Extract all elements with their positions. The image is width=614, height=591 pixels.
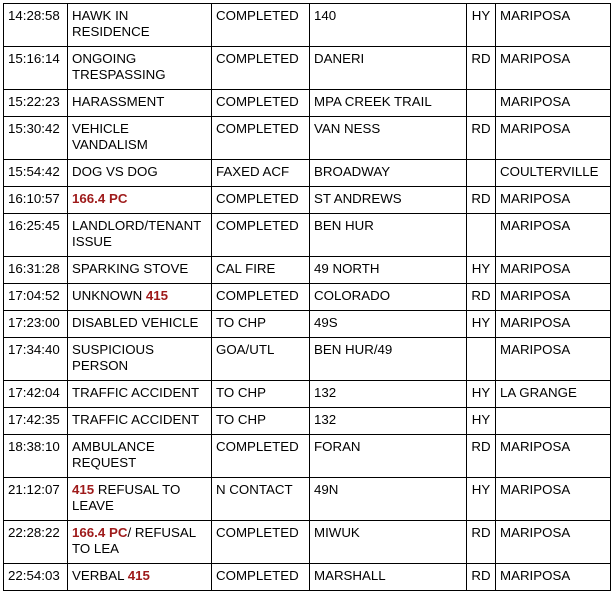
street-suffix-cell: RD — [467, 284, 496, 311]
disposition-cell: COMPLETED — [212, 4, 310, 47]
incident-text: HAWK IN RESIDENCE — [72, 8, 150, 39]
table-row — [4, 160, 611, 187]
city-cell: MARIPOSA — [496, 214, 611, 257]
incident-cell — [68, 4, 212, 47]
incident-text: LANDLORD/TENANT ISSUE — [72, 218, 202, 249]
city-cell: MARIPOSA — [496, 338, 611, 381]
street-suffix-cell: RD — [467, 435, 496, 478]
city-cell — [496, 408, 611, 435]
time-cell: 14:28:58 — [4, 4, 68, 47]
time-cell: 15:54:42 — [4, 160, 68, 187]
street-cell: COLORADO — [310, 284, 467, 311]
disposition-cell: COMPLETED — [212, 521, 310, 564]
street-cell: VAN NESS — [310, 117, 467, 160]
incident-text: ONGOING TRESPASSING — [72, 51, 166, 82]
incident-cell — [68, 381, 212, 408]
penal-code-text: 415 — [127, 568, 150, 583]
street-suffix-cell: HY — [467, 311, 496, 338]
penal-code-text: 166.4 PC — [72, 525, 128, 540]
time-cell: 15:30:42 — [4, 117, 68, 160]
time-cell: 17:23:00 — [4, 311, 68, 338]
disposition-cell: COMPLETED — [212, 90, 310, 117]
city-cell: MARIPOSA — [496, 521, 611, 564]
time-cell: 17:42:35 — [4, 408, 68, 435]
disposition-cell: CAL FIRE — [212, 257, 310, 284]
street-suffix-cell: RD — [467, 117, 496, 160]
incident-cell — [68, 117, 212, 160]
time-cell: 22:54:03 — [4, 564, 68, 591]
incident-cell — [68, 214, 212, 257]
street-cell: 49 NORTH — [310, 257, 467, 284]
city-cell: MARIPOSA — [496, 257, 611, 284]
street-cell: 132 — [310, 408, 467, 435]
table-row — [4, 117, 611, 160]
city-cell: MARIPOSA — [496, 564, 611, 591]
street-cell: 49S — [310, 311, 467, 338]
incident-cell — [68, 521, 212, 564]
city-cell: MARIPOSA — [496, 478, 611, 521]
incident-text: UNKNOWN — [72, 288, 146, 303]
disposition-cell: COMPLETED — [212, 47, 310, 90]
incident-text: SUSPICIOUS PERSON — [72, 342, 155, 373]
street-cell: MIWUK — [310, 521, 467, 564]
incident-cell — [68, 408, 212, 435]
table-row — [4, 564, 611, 591]
penal-code-text: 166.4 PC — [72, 191, 128, 206]
time-cell: 17:04:52 — [4, 284, 68, 311]
time-cell: 15:16:14 — [4, 47, 68, 90]
table-row — [4, 187, 611, 214]
street-cell: BEN HUR/49 — [310, 338, 467, 381]
street-suffix-cell — [467, 90, 496, 117]
street-suffix-cell: RD — [467, 47, 496, 90]
table-row — [4, 4, 611, 47]
incident-cell — [68, 47, 212, 90]
city-cell: MARIPOSA — [496, 4, 611, 47]
street-cell: 132 — [310, 381, 467, 408]
table-row — [4, 381, 611, 408]
street-suffix-cell: HY — [467, 381, 496, 408]
street-suffix-cell: HY — [467, 4, 496, 47]
incident-cell — [68, 90, 212, 117]
table-row — [4, 257, 611, 284]
street-cell: DANERI — [310, 47, 467, 90]
incident-text: DISABLED VEHICLE — [72, 315, 199, 330]
disposition-cell: TO CHP — [212, 381, 310, 408]
street-cell: BROADWAY — [310, 160, 467, 187]
incident-cell — [68, 284, 212, 311]
street-cell: 140 — [310, 4, 467, 47]
street-suffix-cell — [467, 338, 496, 381]
disposition-cell: N CONTACT — [212, 478, 310, 521]
street-cell: 49N — [310, 478, 467, 521]
incident-text: VEHICLE VANDALISM — [72, 121, 148, 152]
table-row — [4, 521, 611, 564]
time-cell: 17:42:04 — [4, 381, 68, 408]
street-suffix-cell: RD — [467, 521, 496, 564]
time-cell: 16:25:45 — [4, 214, 68, 257]
call-log-table — [3, 3, 611, 591]
city-cell: MARIPOSA — [496, 187, 611, 214]
street-suffix-cell: HY — [467, 408, 496, 435]
disposition-cell: COMPLETED — [212, 187, 310, 214]
time-cell: 17:34:40 — [4, 338, 68, 381]
table-row — [4, 90, 611, 117]
incident-text: AMBULANCE REQUEST — [72, 439, 155, 470]
incident-text: TRAFFIC ACCIDENT — [72, 412, 200, 427]
table-row — [4, 214, 611, 257]
incident-cell — [68, 311, 212, 338]
table-row — [4, 311, 611, 338]
street-suffix-cell: HY — [467, 478, 496, 521]
time-cell: 15:22:23 — [4, 90, 68, 117]
street-cell: MARSHALL — [310, 564, 467, 591]
street-suffix-cell — [467, 160, 496, 187]
table-row — [4, 478, 611, 521]
incident-cell — [68, 257, 212, 284]
incident-cell — [68, 187, 212, 214]
disposition-cell: TO CHP — [212, 311, 310, 338]
disposition-cell: COMPLETED — [212, 214, 310, 257]
table-row — [4, 47, 611, 90]
disposition-cell: COMPLETED — [212, 564, 310, 591]
time-cell: 18:38:10 — [4, 435, 68, 478]
city-cell: MARIPOSA — [496, 47, 611, 90]
disposition-cell: COMPLETED — [212, 284, 310, 311]
incident-text: DOG VS DOG — [72, 164, 158, 179]
table-row — [4, 435, 611, 478]
time-cell: 16:31:28 — [4, 257, 68, 284]
table-row — [4, 408, 611, 435]
penal-code-text: 415 — [145, 288, 169, 303]
time-cell: 21:12:07 — [4, 478, 68, 521]
disposition-cell: COMPLETED — [212, 117, 310, 160]
incident-cell — [68, 564, 212, 591]
street-suffix-cell: RD — [467, 564, 496, 591]
city-cell: MARIPOSA — [496, 90, 611, 117]
street-cell: MPA CREEK TRAIL — [310, 90, 467, 117]
incident-cell — [68, 435, 212, 478]
city-cell: LA GRANGE — [496, 381, 611, 408]
incident-text: SPARKING STOVE — [72, 261, 189, 276]
incident-cell — [68, 338, 212, 381]
incident-text: REFUSAL TO LEAVE — [72, 482, 181, 513]
city-cell: COULTERVILLE — [496, 160, 611, 187]
incident-cell — [68, 160, 212, 187]
street-suffix-cell: HY — [467, 257, 496, 284]
disposition-cell: GOA/UTL — [212, 338, 310, 381]
incident-text: HARASSMENT — [72, 94, 165, 109]
call-log-body — [4, 4, 611, 591]
city-cell: MARIPOSA — [496, 435, 611, 478]
table-row — [4, 338, 611, 381]
street-cell: ST ANDREWS — [310, 187, 467, 214]
city-cell: MARIPOSA — [496, 117, 611, 160]
street-suffix-cell — [467, 214, 496, 257]
penal-code-text: 415 — [72, 482, 95, 497]
time-cell: 16:10:57 — [4, 187, 68, 214]
incident-text: VERBAL — [72, 568, 128, 583]
street-cell: BEN HUR — [310, 214, 467, 257]
city-cell: MARIPOSA — [496, 311, 611, 338]
disposition-cell: FAXED ACF — [212, 160, 310, 187]
street-suffix-cell: RD — [467, 187, 496, 214]
street-cell: FORAN — [310, 435, 467, 478]
incident-text: TRAFFIC ACCIDENT — [72, 385, 200, 400]
incident-text: / REFUSAL TO LEA — [72, 525, 196, 556]
disposition-cell: COMPLETED — [212, 435, 310, 478]
incident-cell — [68, 478, 212, 521]
city-cell: MARIPOSA — [496, 284, 611, 311]
disposition-cell: TO CHP — [212, 408, 310, 435]
table-row — [4, 284, 611, 311]
time-cell: 22:28:22 — [4, 521, 68, 564]
